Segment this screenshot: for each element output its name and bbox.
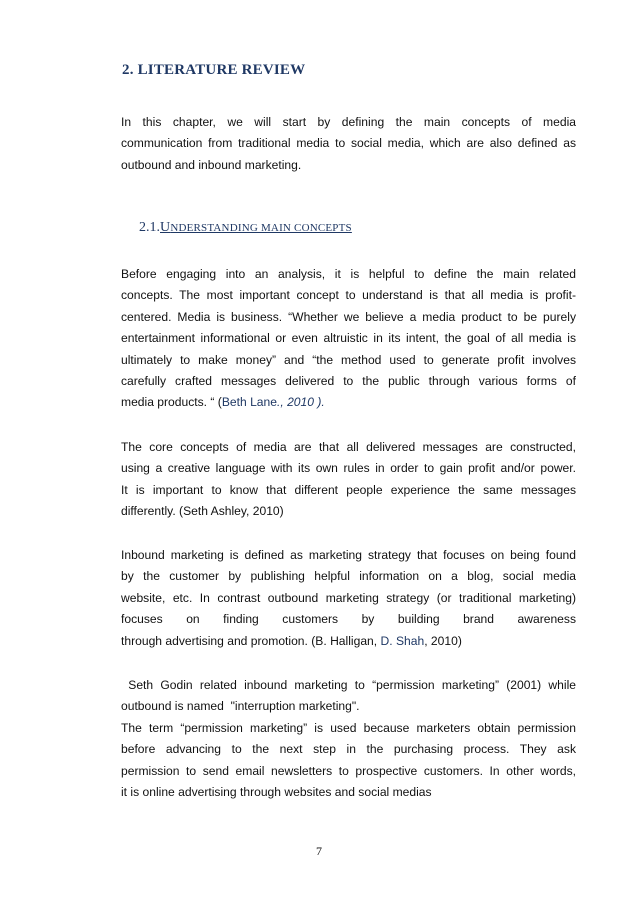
paragraph-line: permission to send email newsletters to prospective customers. In other words,	[121, 763, 576, 778]
paragraph-line: through advertising and promotion. (B. Halligan, D. Shah, 2010)	[121, 633, 462, 648]
paragraph-line: centered. Media is business. “Whether we believe a media product to be purely	[121, 309, 576, 324]
subsection-number: 2.1.	[139, 220, 160, 235]
page-number: 7	[316, 844, 322, 858]
paragraph-line: carefully crafted messages delivered to the public through various forms of	[121, 373, 576, 388]
section-heading: 2. LITERATURE REVIEW	[122, 62, 306, 78]
subsection-heading	[139, 219, 352, 236]
paragraph-line: In this chapter, we will start by defining the main concepts of media	[121, 115, 576, 129]
subsection-title: UNDERSTANDING MAIN CONCEPTS	[160, 220, 352, 235]
paragraph-line: outbound is named "interruption marketing".	[121, 699, 360, 714]
paragraph-line: by the customer by publishing helpful information on a blog, social media	[121, 569, 576, 584]
paragraph-line: focuses on finding customers by building brand awareness	[121, 612, 576, 627]
paragraph-line: before advancing to the next step in the purchasing process. They ask	[121, 742, 576, 757]
paragraph-inbound-marketing	[121, 545, 576, 652]
paragraph-line: ultimately to make money” and “the method used to generate profit involves	[121, 352, 576, 367]
paragraph-media-business	[121, 264, 576, 414]
paragraph-line: media products. “ (Beth Lane., 2010 ).	[121, 395, 325, 410]
paragraph-line: The term “permission marketing” is used because marketers obtain permission	[121, 721, 576, 735]
paragraph-line: It is important to know that different people experience the same messages	[121, 482, 576, 497]
paragraph-line: communication from traditional media to social media, which are also defined as	[121, 136, 576, 151]
paragraph-line: it is online advertising through websites and social medias	[121, 785, 432, 800]
paragraph-line: entertainment informational or even altruistic in its intent, the goal of all media is	[121, 331, 576, 346]
paragraph-permission-marketing	[121, 718, 576, 804]
paragraph-seth-godin	[121, 675, 576, 718]
paragraph-line: using a creative language with its own rules in order to gain profit and/or power.	[121, 461, 576, 476]
author-link[interactable]: D. Shah	[380, 633, 425, 648]
citation-author: Beth Lane	[221, 395, 277, 410]
paragraph-line: Inbound marketing is defined as marketing strategy that focuses on being found	[121, 548, 576, 562]
paragraph-line: differently. (Seth Ashley, 2010)	[121, 504, 284, 519]
paragraph-line: Before engaging into an analysis, it is helpful to define the main related	[121, 267, 576, 281]
paragraph-core-concepts	[121, 437, 576, 523]
intro-paragraph	[121, 112, 576, 176]
paragraph-line: website, etc. In contrast outbound marketing strategy (or traditional marketing)	[121, 590, 576, 605]
paragraph-line: The core concepts of media are that all delivered messages are constructed,	[121, 440, 576, 454]
paragraph-line: Seth Godin related inbound marketing to “permission marketing” (2001) while	[121, 678, 576, 692]
paragraph-line: outbound and inbound marketing.	[121, 157, 302, 172]
paragraph-line: concepts. The most important concept to understand is that all media is profit-	[121, 288, 576, 303]
